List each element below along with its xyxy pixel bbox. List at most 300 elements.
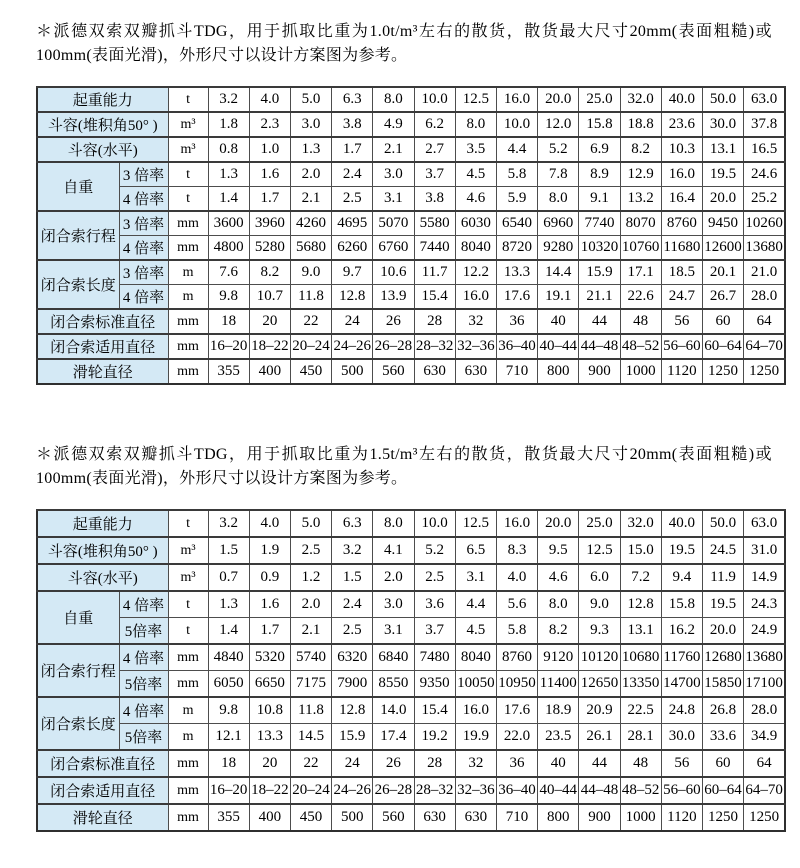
value-cell: 3.2 <box>208 87 249 112</box>
value-cell: 1.3 <box>208 591 249 618</box>
value-cell: 2.5 <box>332 618 373 645</box>
value-cell: 24.6 <box>744 162 785 187</box>
value-cell: 6.5 <box>455 537 496 564</box>
value-cell: 2.1 <box>290 187 331 212</box>
unit-cell: t <box>168 591 208 618</box>
value-cell: 5680 <box>290 236 331 261</box>
value-cell: 6760 <box>373 236 414 261</box>
value-cell: 32–36 <box>455 334 496 359</box>
value-cell: 63.0 <box>744 510 785 537</box>
value-cell: 23.6 <box>661 112 702 137</box>
value-cell: 15.8 <box>579 112 620 137</box>
value-cell: 4.5 <box>455 618 496 645</box>
value-cell: 6.3 <box>332 87 373 112</box>
value-cell: 8.2 <box>620 137 661 162</box>
unit-cell: mm <box>168 211 208 236</box>
unit-cell: m <box>168 285 208 310</box>
value-cell: 1.7 <box>332 137 373 162</box>
value-cell: 11.7 <box>414 260 455 285</box>
table-row <box>37 112 785 137</box>
value-cell: 710 <box>496 804 537 831</box>
value-cell: 16.0 <box>455 285 496 310</box>
value-cell: 800 <box>538 359 579 384</box>
value-cell: 50.0 <box>702 510 743 537</box>
value-cell: 16.2 <box>661 618 702 645</box>
unit-cell: mm <box>168 309 208 334</box>
value-cell: 24 <box>332 309 373 334</box>
row-label-cell: 4 倍率 <box>119 644 168 671</box>
value-cell: 32.0 <box>620 510 661 537</box>
row-label-cell: 3 倍率 <box>119 211 168 236</box>
value-cell: 10.0 <box>414 87 455 112</box>
value-cell: 24 <box>332 750 373 777</box>
value-cell: 3.7 <box>414 162 455 187</box>
value-cell: 60–64 <box>702 334 743 359</box>
value-cell: 12.8 <box>332 697 373 724</box>
row-label-cell: 滑轮直径 <box>37 359 168 384</box>
value-cell: 20.0 <box>538 510 579 537</box>
value-cell: 4.0 <box>249 510 290 537</box>
row-label-cell: 5倍率 <box>119 618 168 645</box>
value-cell: 64–70 <box>744 777 785 804</box>
value-cell: 40–44 <box>538 777 579 804</box>
value-cell: 21.0 <box>744 260 785 285</box>
value-cell: 1.0 <box>249 137 290 162</box>
value-cell: 44 <box>579 309 620 334</box>
value-cell: 12.8 <box>620 591 661 618</box>
value-cell: 1.3 <box>208 162 249 187</box>
value-cell: 400 <box>249 359 290 384</box>
value-cell: 2.0 <box>290 162 331 187</box>
value-cell: 2.4 <box>332 591 373 618</box>
value-cell: 13.9 <box>373 285 414 310</box>
unit-cell: m <box>168 260 208 285</box>
group-label-cell: 闭合索行程 <box>37 644 119 697</box>
value-cell: 31.0 <box>744 537 785 564</box>
value-cell: 32–36 <box>455 777 496 804</box>
value-cell: 4.1 <box>373 537 414 564</box>
value-cell: 8040 <box>455 236 496 261</box>
unit-cell: t <box>168 510 208 537</box>
value-cell: 12600 <box>702 236 743 261</box>
value-cell: 4.9 <box>373 112 414 137</box>
value-cell: 24.8 <box>661 697 702 724</box>
value-cell: 355 <box>208 359 249 384</box>
table-row <box>37 260 785 285</box>
spec-table-2 <box>36 509 786 832</box>
value-cell: 3.1 <box>373 187 414 212</box>
value-cell: 1250 <box>702 359 743 384</box>
value-cell: 4840 <box>208 644 249 671</box>
value-cell: 10680 <box>620 644 661 671</box>
value-cell: 560 <box>373 359 414 384</box>
value-cell: 28 <box>414 309 455 334</box>
value-cell: 13.3 <box>249 724 290 751</box>
value-cell: 10760 <box>620 236 661 261</box>
value-cell: 6260 <box>332 236 373 261</box>
value-cell: 40–44 <box>538 334 579 359</box>
value-cell: 30.0 <box>661 724 702 751</box>
value-cell: 12.9 <box>620 162 661 187</box>
value-cell: 9.0 <box>290 260 331 285</box>
value-cell: 900 <box>579 804 620 831</box>
value-cell: 16.0 <box>455 697 496 724</box>
value-cell: 8070 <box>620 211 661 236</box>
table-row <box>37 618 785 645</box>
value-cell: 1.8 <box>208 112 249 137</box>
value-cell: 24.5 <box>702 537 743 564</box>
unit-cell: m³ <box>168 112 208 137</box>
value-cell: 15.8 <box>661 591 702 618</box>
unit-cell: mm <box>168 359 208 384</box>
table-row <box>37 804 785 831</box>
value-cell: 18.5 <box>661 260 702 285</box>
value-cell: 8760 <box>496 644 537 671</box>
value-cell: 64 <box>744 750 785 777</box>
value-cell: 17100 <box>744 671 785 698</box>
value-cell: 5.2 <box>414 537 455 564</box>
value-cell: 1250 <box>744 359 785 384</box>
value-cell: 15850 <box>702 671 743 698</box>
value-cell: 40 <box>538 309 579 334</box>
value-cell: 5.8 <box>496 618 537 645</box>
value-cell: 48 <box>620 309 661 334</box>
value-cell: 26.1 <box>579 724 620 751</box>
unit-cell: m³ <box>168 537 208 564</box>
value-cell: 44 <box>579 750 620 777</box>
value-cell: 9.0 <box>579 591 620 618</box>
value-cell: 2.5 <box>332 187 373 212</box>
value-cell: 9280 <box>538 236 579 261</box>
value-cell: 1.4 <box>208 618 249 645</box>
value-cell: 60–64 <box>702 777 743 804</box>
unit-cell: m <box>168 697 208 724</box>
value-cell: 32.0 <box>620 87 661 112</box>
value-cell: 44–48 <box>579 334 620 359</box>
value-cell: 16–20 <box>208 777 249 804</box>
value-cell: 1.5 <box>208 537 249 564</box>
value-cell: 12.1 <box>208 724 249 751</box>
value-cell: 1.3 <box>290 137 331 162</box>
value-cell: 450 <box>290 359 331 384</box>
value-cell: 13350 <box>620 671 661 698</box>
value-cell: 14.4 <box>538 260 579 285</box>
value-cell: 19.5 <box>661 537 702 564</box>
row-label-cell: 3 倍率 <box>119 162 168 187</box>
unit-cell: t <box>168 87 208 112</box>
row-label-cell: 斗容(堆积角50° ) <box>37 112 168 137</box>
value-cell: 17.1 <box>620 260 661 285</box>
value-cell: 1.4 <box>208 187 249 212</box>
value-cell: 1.5 <box>332 564 373 591</box>
value-cell: 24.7 <box>661 285 702 310</box>
value-cell: 800 <box>538 804 579 831</box>
value-cell: 1000 <box>620 359 661 384</box>
unit-cell: m³ <box>168 564 208 591</box>
value-cell: 16.5 <box>744 137 785 162</box>
value-cell: 28.0 <box>744 697 785 724</box>
value-cell: 500 <box>332 359 373 384</box>
value-cell: 20 <box>249 309 290 334</box>
value-cell: 40.0 <box>661 510 702 537</box>
value-cell: 20.9 <box>579 697 620 724</box>
value-cell: 3.5 <box>455 137 496 162</box>
value-cell: 5.0 <box>290 87 331 112</box>
value-cell: 18–22 <box>249 334 290 359</box>
row-label-cell: 起重能力 <box>37 510 168 537</box>
group-label-cell: 自重 <box>37 591 119 644</box>
value-cell: 36–40 <box>496 777 537 804</box>
value-cell: 24.9 <box>744 618 785 645</box>
value-cell: 40 <box>538 750 579 777</box>
value-cell: 8.2 <box>249 260 290 285</box>
value-cell: 48–52 <box>620 777 661 804</box>
row-label-cell: 斗容(堆积角50° ) <box>37 537 168 564</box>
value-cell: 8.9 <box>579 162 620 187</box>
value-cell: 7740 <box>579 211 620 236</box>
value-cell: 11680 <box>661 236 702 261</box>
value-cell: 8.0 <box>538 591 579 618</box>
value-cell: 10.8 <box>249 697 290 724</box>
value-cell: 13680 <box>744 236 785 261</box>
table-row <box>37 777 785 804</box>
value-cell: 8550 <box>373 671 414 698</box>
unit-cell: mm <box>168 334 208 359</box>
value-cell: 19.9 <box>455 724 496 751</box>
table-row <box>37 162 785 187</box>
table-row <box>37 671 785 698</box>
value-cell: 2.0 <box>290 591 331 618</box>
value-cell: 6540 <box>496 211 537 236</box>
value-cell: 20.0 <box>538 87 579 112</box>
value-cell: 3.0 <box>373 162 414 187</box>
value-cell: 11.9 <box>702 564 743 591</box>
value-cell: 7.8 <box>538 162 579 187</box>
table-row <box>37 359 785 384</box>
value-cell: 16–20 <box>208 334 249 359</box>
value-cell: 5.8 <box>496 162 537 187</box>
row-label-cell: 起重能力 <box>37 87 168 112</box>
unit-cell: m <box>168 724 208 751</box>
value-cell: 23.5 <box>538 724 579 751</box>
value-cell: 2.3 <box>249 112 290 137</box>
table-row <box>37 724 785 751</box>
unit-cell: mm <box>168 236 208 261</box>
value-cell: 1120 <box>661 359 702 384</box>
value-cell: 7480 <box>414 644 455 671</box>
value-cell: 8.2 <box>538 618 579 645</box>
value-cell: 500 <box>332 804 373 831</box>
value-cell: 4260 <box>290 211 331 236</box>
table-row <box>37 137 785 162</box>
value-cell: 40.0 <box>661 87 702 112</box>
value-cell: 6030 <box>455 211 496 236</box>
value-cell: 0.8 <box>208 137 249 162</box>
table-row <box>37 285 785 310</box>
value-cell: 11.8 <box>290 697 331 724</box>
value-cell: 3.8 <box>332 112 373 137</box>
value-cell: 36 <box>496 750 537 777</box>
value-cell: 5580 <box>414 211 455 236</box>
value-cell: 8.0 <box>538 187 579 212</box>
value-cell: 17.6 <box>496 285 537 310</box>
value-cell: 0.9 <box>249 564 290 591</box>
value-cell: 630 <box>414 804 455 831</box>
table-row <box>37 537 785 564</box>
value-cell: 12650 <box>579 671 620 698</box>
value-cell: 900 <box>579 359 620 384</box>
value-cell: 400 <box>249 804 290 831</box>
row-label-cell: 5倍率 <box>119 724 168 751</box>
value-cell: 2.7 <box>414 137 455 162</box>
value-cell: 15.9 <box>332 724 373 751</box>
value-cell: 26 <box>373 750 414 777</box>
value-cell: 5320 <box>249 644 290 671</box>
table-row <box>37 510 785 537</box>
value-cell: 3.7 <box>414 618 455 645</box>
row-label-cell: 4 倍率 <box>119 697 168 724</box>
value-cell: 14700 <box>661 671 702 698</box>
value-cell: 12.2 <box>455 260 496 285</box>
value-cell: 5.0 <box>290 510 331 537</box>
value-cell: 15.0 <box>620 537 661 564</box>
value-cell: 28.1 <box>620 724 661 751</box>
value-cell: 10950 <box>496 671 537 698</box>
value-cell: 19.2 <box>414 724 455 751</box>
value-cell: 12.5 <box>455 510 496 537</box>
value-cell: 4.4 <box>455 591 496 618</box>
group-label-cell: 闭合索行程 <box>37 211 119 260</box>
row-label-cell: 闭合索适用直径 <box>37 777 168 804</box>
value-cell: 5070 <box>373 211 414 236</box>
value-cell: 5280 <box>249 236 290 261</box>
value-cell: 9.8 <box>208 697 249 724</box>
row-label-cell: 5倍率 <box>119 671 168 698</box>
value-cell: 2.5 <box>414 564 455 591</box>
unit-cell: t <box>168 162 208 187</box>
value-cell: 1.6 <box>249 162 290 187</box>
value-cell: 19.1 <box>538 285 579 310</box>
value-cell: 11.8 <box>290 285 331 310</box>
row-label-cell: 3 倍率 <box>119 260 168 285</box>
value-cell: 1120 <box>661 804 702 831</box>
value-cell: 3.6 <box>414 591 455 618</box>
value-cell: 12680 <box>702 644 743 671</box>
value-cell: 56–60 <box>661 334 702 359</box>
table-row <box>37 211 785 236</box>
value-cell: 1.6 <box>249 591 290 618</box>
unit-cell: t <box>168 618 208 645</box>
table-row <box>37 187 785 212</box>
value-cell: 30.0 <box>702 112 743 137</box>
value-cell: 6050 <box>208 671 249 698</box>
value-cell: 18 <box>208 309 249 334</box>
row-label-cell: 斗容(水平) <box>37 137 168 162</box>
value-cell: 10.6 <box>373 260 414 285</box>
value-cell: 10050 <box>455 671 496 698</box>
value-cell: 28–32 <box>414 334 455 359</box>
value-cell: 10.0 <box>414 510 455 537</box>
value-cell: 19.5 <box>702 162 743 187</box>
value-cell: 6.9 <box>579 137 620 162</box>
value-cell: 4.6 <box>455 187 496 212</box>
row-label-cell: 滑轮直径 <box>37 804 168 831</box>
unit-cell: mm <box>168 804 208 831</box>
value-cell: 9.5 <box>538 537 579 564</box>
value-cell: 16.0 <box>496 87 537 112</box>
value-cell: 6960 <box>538 211 579 236</box>
value-cell: 8.0 <box>373 510 414 537</box>
value-cell: 630 <box>414 359 455 384</box>
unit-cell: mm <box>168 750 208 777</box>
value-cell: 2.1 <box>373 137 414 162</box>
value-cell: 11400 <box>538 671 579 698</box>
value-cell: 63.0 <box>744 87 785 112</box>
value-cell: 4.4 <box>496 137 537 162</box>
value-cell: 13.1 <box>620 618 661 645</box>
value-cell: 2.0 <box>373 564 414 591</box>
value-cell: 8040 <box>455 644 496 671</box>
value-cell: 12.5 <box>455 87 496 112</box>
row-label-cell: 4 倍率 <box>119 591 168 618</box>
value-cell: 22.6 <box>620 285 661 310</box>
value-cell: 3.1 <box>373 618 414 645</box>
value-cell: 9.4 <box>661 564 702 591</box>
value-cell: 6.0 <box>579 564 620 591</box>
value-cell: 28–32 <box>414 777 455 804</box>
value-cell: 25.0 <box>579 87 620 112</box>
value-cell: 16.4 <box>661 187 702 212</box>
value-cell: 20 <box>249 750 290 777</box>
value-cell: 2.1 <box>290 618 331 645</box>
value-cell: 60 <box>702 750 743 777</box>
row-label-cell: 4 倍率 <box>119 236 168 261</box>
value-cell: 4.6 <box>538 564 579 591</box>
group-label-cell: 闭合索长度 <box>37 697 119 750</box>
value-cell: 9.1 <box>579 187 620 212</box>
value-cell: 630 <box>455 359 496 384</box>
value-cell: 9.7 <box>332 260 373 285</box>
value-cell: 5.6 <box>496 591 537 618</box>
value-cell: 4800 <box>208 236 249 261</box>
value-cell: 25.2 <box>744 187 785 212</box>
value-cell: 8.0 <box>373 87 414 112</box>
value-cell: 3.2 <box>208 510 249 537</box>
value-cell: 10.3 <box>661 137 702 162</box>
value-cell: 18.8 <box>620 112 661 137</box>
group-label-cell: 闭合索长度 <box>37 260 119 309</box>
value-cell: 4.0 <box>496 564 537 591</box>
value-cell: 12.5 <box>579 537 620 564</box>
value-cell: 3600 <box>208 211 249 236</box>
value-cell: 56 <box>661 750 702 777</box>
value-cell: 7175 <box>290 671 331 698</box>
value-cell: 13680 <box>744 644 785 671</box>
value-cell: 0.7 <box>208 564 249 591</box>
value-cell: 9350 <box>414 671 455 698</box>
row-label-cell: 4 倍率 <box>119 187 168 212</box>
value-cell: 1.2 <box>290 564 331 591</box>
value-cell: 26–28 <box>373 334 414 359</box>
unit-cell: m³ <box>168 137 208 162</box>
value-cell: 1250 <box>702 804 743 831</box>
value-cell: 18–22 <box>249 777 290 804</box>
value-cell: 24.3 <box>744 591 785 618</box>
value-cell: 1000 <box>620 804 661 831</box>
value-cell: 34.9 <box>744 724 785 751</box>
unit-cell: t <box>168 187 208 212</box>
value-cell: 3.1 <box>455 564 496 591</box>
